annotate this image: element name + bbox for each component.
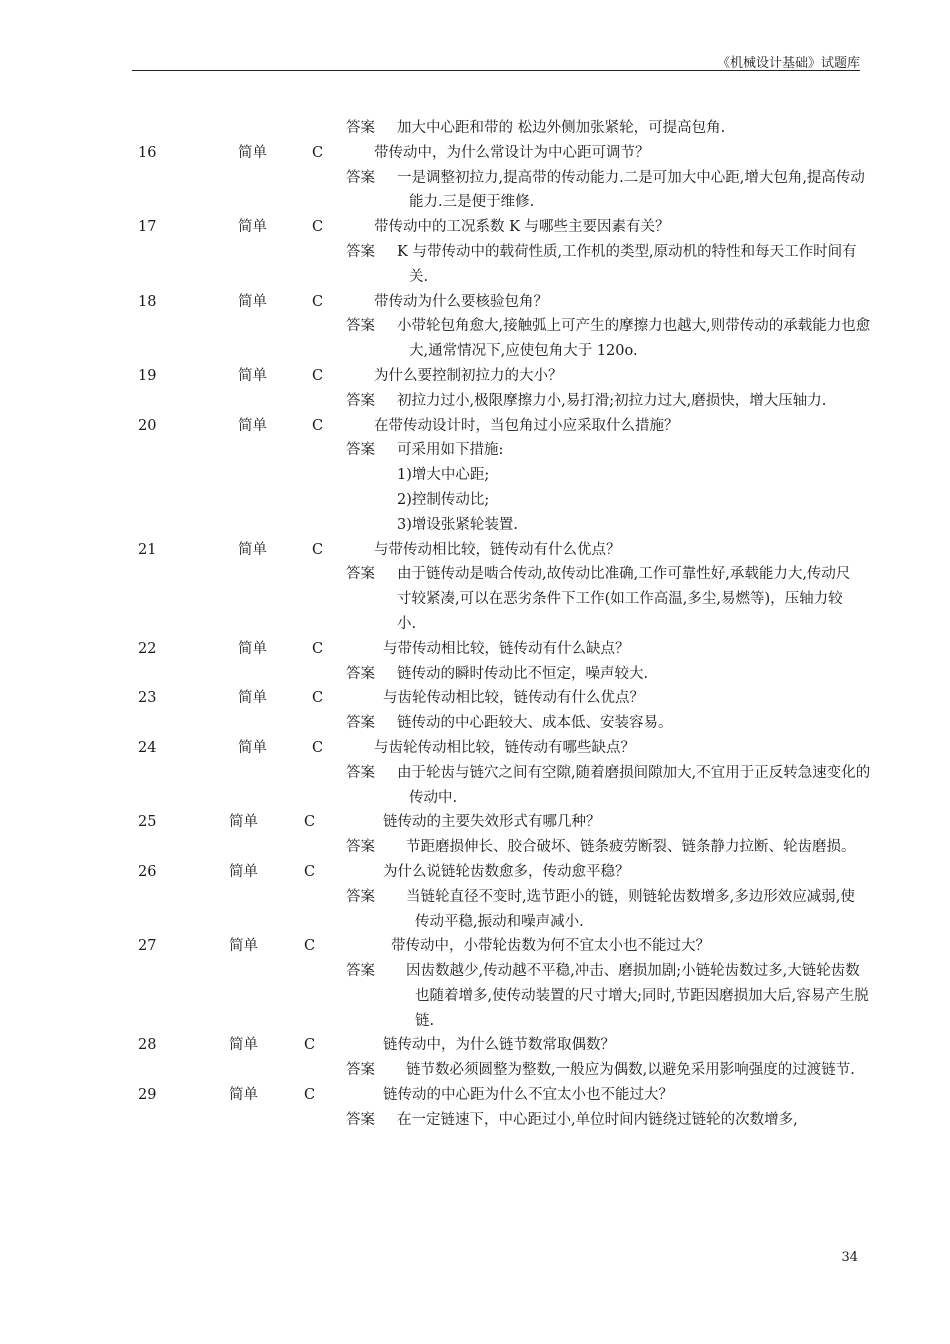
question-type: 简单 xyxy=(238,739,267,756)
question-number: 19 xyxy=(138,367,157,384)
question-level: C xyxy=(304,1037,316,1054)
answer-text: 当链轮直径不变时,选节距小的链，则链轮齿数增多,多边形效应减弱,使传动平稳,振动和噪声减小. xyxy=(406,888,855,930)
question-row xyxy=(0,686,950,711)
question-row xyxy=(0,1033,950,1058)
question-level: C xyxy=(312,417,324,434)
question-text: 与齿轮传动相比较，链传动有什么优点？ xyxy=(383,690,644,707)
answer-text: 链节数必须圆整为整数,一般应为偶数,以避免采用影响强度的过渡链节. xyxy=(406,1062,855,1079)
answer-text: 一是调整初拉力,提高带的传动能力.二是可加大中心距,增大包角,提高传动能力.三是便于维修. xyxy=(397,169,865,211)
answer-label: 答案 xyxy=(346,318,375,335)
answer-text: 链传动的中心距较大、成本低、安装容易。 xyxy=(397,715,673,732)
question-text: 在带传动设计时，当包角过小应采取什么措施？ xyxy=(374,417,679,434)
answer-block xyxy=(0,662,860,687)
question-level: C xyxy=(312,640,324,657)
page-header-title: 《机械设计基础》试题库 xyxy=(716,56,860,71)
answer-label: 答案 xyxy=(346,764,375,781)
answer-label: 答案 xyxy=(346,120,375,136)
answer-label: 答案 xyxy=(346,243,375,260)
answer-text: 小带轮包角愈大,接触弧上可产生的摩擦力也越大,则带传动的承载能力也愈大,通常情况下,应使包角大于 120o. xyxy=(397,318,871,360)
answer-block xyxy=(0,166,865,216)
question-text: 与带传动相比较，链传动有什么优点？ xyxy=(374,541,621,558)
question-number: 16 xyxy=(138,144,157,161)
question-row xyxy=(0,1083,950,1108)
question-type: 简单 xyxy=(238,541,267,558)
question-number: 29 xyxy=(138,1087,157,1104)
answer-text: 链传动的瞬时传动比不恒定，噪声较大. xyxy=(397,665,649,682)
question-row xyxy=(0,364,950,389)
question-type: 简单 xyxy=(229,1037,258,1054)
question-number: 23 xyxy=(138,690,157,707)
question-text: 链传动中，为什么链节数常取偶数？ xyxy=(383,1037,615,1054)
answer-label: 答案 xyxy=(346,169,375,186)
question-row xyxy=(0,860,950,885)
question-level: C xyxy=(304,814,316,831)
answer-block xyxy=(0,959,869,1033)
header-rule xyxy=(132,70,860,71)
answer-text: 在一定链速下，中心距过小,单位时间内链绕过链轮的次数增多, xyxy=(397,1111,798,1128)
answer-label: 答案 xyxy=(346,665,375,682)
question-row xyxy=(0,934,950,959)
question-level: C xyxy=(312,541,324,558)
answer-label: 答案 xyxy=(346,839,375,856)
answer-label: 答案 xyxy=(346,1111,375,1128)
question-number: 24 xyxy=(138,739,157,756)
question-text: 链传动的中心距为什么不宜太小也不能过大？ xyxy=(383,1087,673,1104)
answer-block xyxy=(0,1108,860,1133)
answer-text: K 与带传动中的载荷性质,工作机的类型,原动机的特性和每天工作时间有关. xyxy=(397,243,857,285)
answer-label: 答案 xyxy=(346,566,375,583)
question-type: 简单 xyxy=(229,1087,258,1104)
question-level: C xyxy=(304,938,316,955)
answer-block xyxy=(0,711,860,736)
question-number: 17 xyxy=(138,219,157,236)
question-text: 带传动中，为什么常设计为中心距可调节？ xyxy=(374,144,650,161)
question-text: 与带传动相比较，链传动有什么缺点？ xyxy=(383,640,630,657)
question-level: C xyxy=(312,739,324,756)
answer-block xyxy=(0,761,871,811)
question-number: 27 xyxy=(138,938,157,955)
answer-text: 初拉力过小,极限摩擦力小,易打滑;初拉力过大,磨损快，增大压轴力. xyxy=(397,392,827,409)
answer-text: 加大中心距和带的 松边外侧加张紧轮，可提高包角. xyxy=(397,120,726,136)
list-item: 2)控制传动比; xyxy=(397,491,490,508)
question-type: 简单 xyxy=(238,640,267,657)
question-type: 简单 xyxy=(229,938,258,955)
question-row xyxy=(0,215,950,240)
answer-text: 由于轮齿与链穴之间有空隙,随着磨损间隙加大,不宜用于正反转急速变化的传动中. xyxy=(397,764,871,806)
question-type: 简单 xyxy=(238,144,267,161)
question-row xyxy=(0,637,950,662)
question-row xyxy=(0,810,950,835)
question-row xyxy=(0,538,950,563)
answer-block xyxy=(0,314,871,364)
list-item: 3)增设张紧轮装置. xyxy=(397,516,518,533)
answer-block xyxy=(0,835,860,860)
answer-continued xyxy=(0,116,860,141)
answer-label: 答案 xyxy=(346,442,375,459)
answer-block xyxy=(0,438,860,463)
answer-text: 可采用如下措施: xyxy=(397,442,504,459)
question-level: C xyxy=(312,144,324,161)
question-row xyxy=(0,141,950,166)
answer-block xyxy=(0,240,860,290)
list-item: 1)增大中心距; xyxy=(397,467,490,484)
question-number: 21 xyxy=(138,541,157,558)
answer-label: 答案 xyxy=(346,392,375,409)
answer-block xyxy=(0,389,860,414)
answer-block xyxy=(0,1058,860,1083)
answer-block xyxy=(0,885,860,935)
question-level: C xyxy=(312,367,324,384)
question-level: C xyxy=(312,219,324,236)
question-text: 带传动中，小带轮齿数为何不宜太小也不能过大？ xyxy=(391,938,710,955)
question-text: 带传动为什么要核验包角？ xyxy=(374,293,548,310)
question-text: 带传动中的工况系数 K 与哪些主要因素有关？ xyxy=(374,219,670,236)
question-row xyxy=(0,414,950,439)
answer-text: 由于链传动是啮合传动,故传动比准确,工作可靠性好,承载能力大,传动尺寸较紧凑,可以在恶劣条件下工作(如工作高温,多尘,易燃等)，压轴力较小. xyxy=(397,566,851,632)
question-number: 26 xyxy=(138,863,157,880)
question-number: 28 xyxy=(138,1037,157,1054)
question-number: 25 xyxy=(138,814,157,831)
answer-label: 答案 xyxy=(346,963,375,980)
question-row xyxy=(0,290,950,315)
question-level: C xyxy=(312,690,324,707)
answer-label: 答案 xyxy=(346,715,375,732)
question-type: 简单 xyxy=(229,863,258,880)
question-type: 简单 xyxy=(238,417,267,434)
answer-label: 答案 xyxy=(346,888,375,905)
question-type: 简单 xyxy=(238,293,267,310)
question-type: 简单 xyxy=(229,814,258,831)
answer-block xyxy=(0,562,860,636)
question-text: 为什么说链轮齿数愈多，传动愈平稳？ xyxy=(383,863,630,880)
question-list xyxy=(0,116,950,1133)
answer-label: 答案 xyxy=(346,1062,375,1079)
question-level: C xyxy=(304,1087,316,1104)
question-number: 18 xyxy=(138,293,157,310)
question-level: C xyxy=(304,863,316,880)
question-type: 简单 xyxy=(238,690,267,707)
answer-text: 节距磨损伸长、胶合破坏、链条疲劳断裂、链条静力拉断、轮齿磨损。 xyxy=(406,839,856,856)
question-number: 22 xyxy=(138,640,157,657)
question-type: 简单 xyxy=(238,367,267,384)
question-number: 20 xyxy=(138,417,157,434)
question-text: 链传动的主要失效形式有哪几种？ xyxy=(383,814,601,831)
question-text: 与齿轮传动相比较，链传动有哪些缺点？ xyxy=(374,739,635,756)
question-row xyxy=(0,736,950,761)
question-type: 简单 xyxy=(238,219,267,236)
question-text: 为什么要控制初拉力的大小？ xyxy=(374,367,563,384)
question-level: C xyxy=(312,293,324,310)
answer-text: 因齿数越少,传动越不平稳,冲击、磨损加剧;小链轮齿数过多,大链轮齿数也随着增多,使传动装置的尺寸增大;同时,节距因磨损加大后,容易产生脱链. xyxy=(406,963,869,1029)
page-number: 34 xyxy=(841,1250,858,1265)
